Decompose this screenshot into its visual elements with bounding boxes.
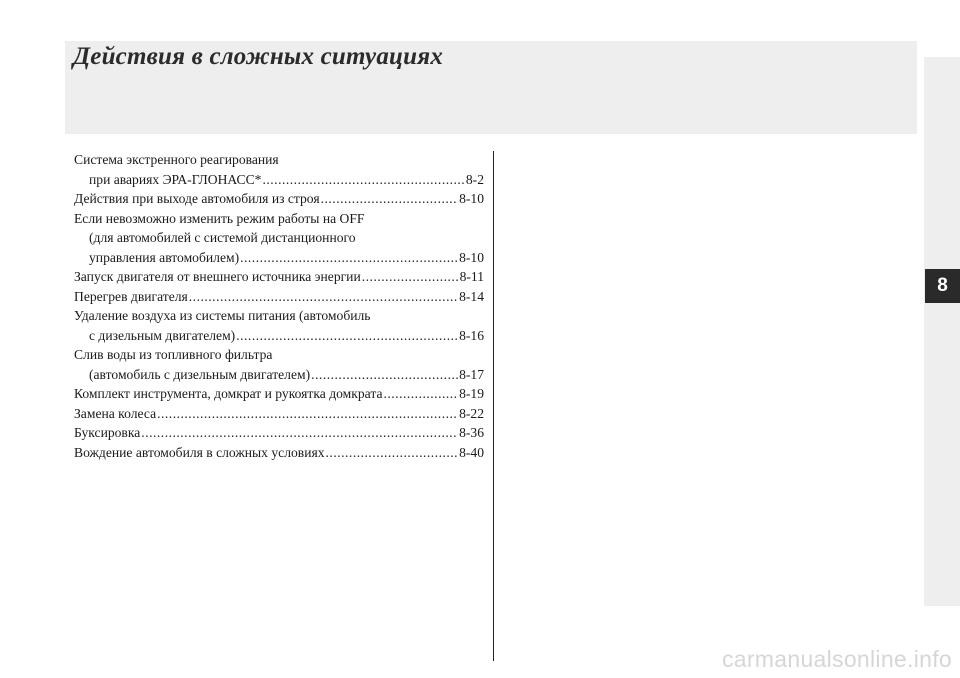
toc-page-number: 8-36: [459, 425, 484, 440]
toc-entry-title: Слив воды из топливного фильтра: [74, 347, 273, 362]
toc-page-number: 8-11: [459, 269, 484, 284]
toc-entry-title: Если невозможно изменить режим работы на OFF: [74, 210, 365, 226]
toc-leader-dots: [362, 267, 459, 287]
toc-entry-title: Перегрев двигателя: [74, 288, 188, 304]
toc-entry[interactable]: [74, 384, 484, 404]
toc-entry[interactable]: [74, 150, 484, 189]
toc-page-number: 8-17: [459, 366, 484, 382]
toc-line: [74, 345, 484, 365]
toc-line: [74, 287, 484, 307]
toc-leader-dots: [383, 384, 458, 404]
toc-leader-dots: [326, 443, 459, 463]
toc-line: [74, 248, 484, 268]
toc-entry-title: (автомобиль с дизельным двигателем): [89, 366, 311, 382]
toc-entry[interactable]: [74, 423, 484, 443]
toc-entry[interactable]: [74, 306, 484, 345]
toc-entry-title: Замена колеса: [74, 405, 157, 421]
toc-page-number: 8-10: [459, 249, 484, 265]
toc-entry-title: Буксировка: [74, 425, 141, 440]
toc-line: [74, 267, 484, 287]
toc-leader-dots: [311, 365, 458, 385]
toc-entry[interactable]: [74, 287, 484, 307]
toc-entry-title: Запуск двигателя от внешнего источника энергии: [74, 269, 361, 284]
toc-entry[interactable]: [74, 443, 484, 463]
toc-entry[interactable]: [74, 267, 484, 287]
toc-line: [74, 404, 484, 424]
toc-line: [74, 150, 484, 170]
watermark: carmanualsonline.info: [721, 646, 952, 672]
toc-entry-title: Действия при выходе автомобиля из строя: [74, 191, 320, 206]
chapter-tab[interactable]: 8: [925, 269, 960, 303]
toc-line: [74, 443, 484, 463]
toc-entry[interactable]: [74, 189, 484, 209]
toc-line: [74, 306, 484, 326]
toc-leader-dots: [236, 326, 458, 346]
toc-line: [74, 209, 484, 229]
toc-leader-dots: [189, 287, 458, 307]
toc-line: [74, 384, 484, 404]
toc-leader-dots: [141, 423, 458, 443]
toc-entry-title: с дизельным двигателем): [89, 327, 236, 343]
header-band: [65, 41, 917, 134]
toc-line: [74, 423, 484, 443]
toc-line: [74, 365, 484, 385]
toc-page-number: 8-2: [465, 171, 484, 187]
toc-entry-title: Удаление воздуха из системы питания (автомобиль: [74, 308, 371, 323]
toc-entry-title: при авариях ЭРА-ГЛОНАСС*: [89, 171, 262, 187]
toc-entry[interactable]: [74, 404, 484, 424]
column-divider: [493, 151, 494, 661]
toc-page-number: 8-10: [459, 191, 484, 206]
side-strip: [924, 57, 960, 606]
toc-leader-dots: [240, 248, 458, 268]
toc-entry-title: (для автомобилей с системой дистанционного: [89, 230, 356, 245]
toc-entry-title: Комплект инструмента, домкрат и рукоятка домкрата: [74, 386, 383, 401]
toc-page-number: 8-16: [459, 327, 484, 343]
page-title: Действия в сложных ситуациях: [73, 43, 444, 70]
toc-entry[interactable]: [74, 345, 484, 384]
toc-line: [74, 228, 484, 248]
toc-page-number: 8-40: [459, 444, 484, 460]
toc-entry-title: Вождение автомобиля в сложных условиях: [74, 444, 325, 460]
toc-page-number: 8-22: [459, 405, 484, 421]
toc-line: [74, 326, 484, 346]
toc-entry-title: Система экстренного реагирования: [74, 152, 279, 167]
toc-leader-dots: [321, 189, 458, 209]
toc-page-number: 8-14: [459, 288, 484, 304]
toc-line: [74, 189, 484, 209]
toc-line: [74, 170, 484, 190]
toc-leader-dots: [262, 170, 464, 190]
toc-entry-title: управления автомобилем): [89, 249, 240, 265]
table-of-contents: [74, 150, 484, 462]
toc-leader-dots: [157, 404, 458, 424]
toc-page-number: 8-19: [459, 386, 484, 401]
toc-entry[interactable]: [74, 209, 484, 268]
